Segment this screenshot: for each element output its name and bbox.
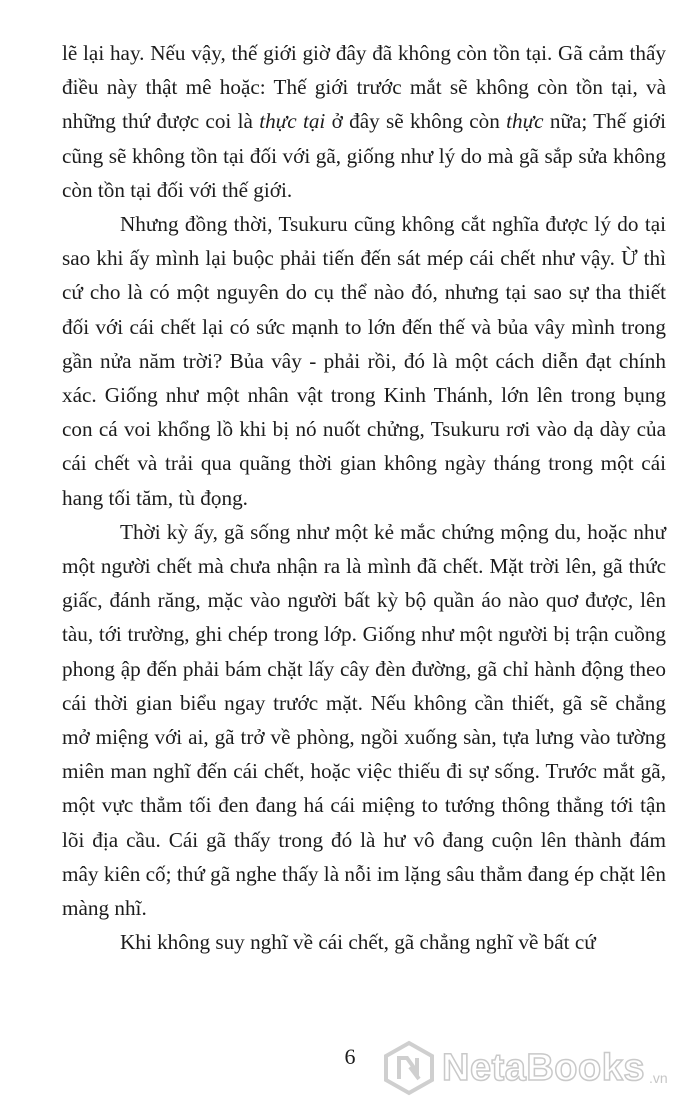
book-page-text xyxy=(62,36,666,959)
italic-text-run: thực tại xyxy=(259,109,326,134)
netabooks-logo-icon xyxy=(380,1039,438,1097)
text-run: Thời kỳ ấy, gã sống như một kẻ mắc chứng mộng du, hoặc như một người chết mà chưa nhận ra là mình đã chết. Mặt trời lên, gã thức giấc, đánh răng, mặc vào người bất kỳ bộ quần áo nào quơ được, lên tàu, tới trường, ghi chép trong lớp. Giống như một người bị trận cuồng phong ập đến phải bám chặt lấy cây đèn đường, gã chỉ hành động theo cái thời gian biểu ngay trước mặt. Nếu không cần thiết, gã sẽ chẳng mở miệng với ai, gã trở về phòng, ngồi xuống sàn, tựa lưng vào tường miên man nghĩ đến cái chết, hoặc việc thiếu đi sự sống. Trước mắt gã, một vực thẳm tối đen đang há cái miệng to tướng thông thẳng tới tận lõi địa cầu. Cái gã thấy trong đó là hư vô đang cuộn lên thành đám mây kiên cố; thứ gã nghe thấy là nỗi im lặng sâu thẳm đang ép chặt lên màng nhĩ. xyxy=(62,519,666,921)
watermark-tld: .vn xyxy=(649,1070,668,1086)
text-run: nữa; Thế giới cũng sẽ không tồn tại đối với gã, giống như lý do mà gã sắp sửa không còn tồn tại đối với thế giới. xyxy=(62,109,666,202)
text-run: lẽ lại hay. Nếu vậy, thế giới giờ đây đã không còn tồn tại. Gã cảm thấy điều này thật mê hoặc: Thế giới trước mắt sẽ không còn tồn tại, và những thứ được coi là xyxy=(62,41,666,134)
netabooks-watermark xyxy=(380,1028,700,1108)
paragraph-2 xyxy=(62,207,666,515)
paragraph-1 xyxy=(62,36,666,207)
italic-text-run: thực xyxy=(506,109,544,134)
text-run: ở đây sẽ không còn xyxy=(325,109,507,134)
paragraph-3 xyxy=(62,515,666,925)
page-number: 6 xyxy=(344,1044,356,1069)
watermark-brand: NetaBooks xyxy=(442,1046,645,1089)
text-run: Nhưng đồng thời, Tsukuru cũng không cắt nghĩa được lý do tại sao khi ấy mình lại buộc phải tiến đến sát mép cái chết như vậy. Ừ thì cứ cho là có một nguyên do cụ thể nào đó, nhưng tại sao sự tha thiết đối với cái chết lại có sức mạnh to lớn đến thế và bủa vây mình trong gần nửa năm trời? Bủa vây - phải rồi, đó là một cách diễn đạt chính xác. Giống như một nhân vật trong Kinh Thánh, lớn lên trong bụng con cá voi khổng lồ khi bị nó nuốt chửng, Tsukuru rơi vào dạ dày của cái chết và trải qua quãng thời gian không ngày tháng trong một cái hang tối tăm, tù đọng. xyxy=(62,212,666,510)
paragraph-4 xyxy=(62,925,666,959)
text-run: Khi không suy nghĩ về cái chết, gã chẳng nghĩ về bất cứ xyxy=(120,930,596,955)
